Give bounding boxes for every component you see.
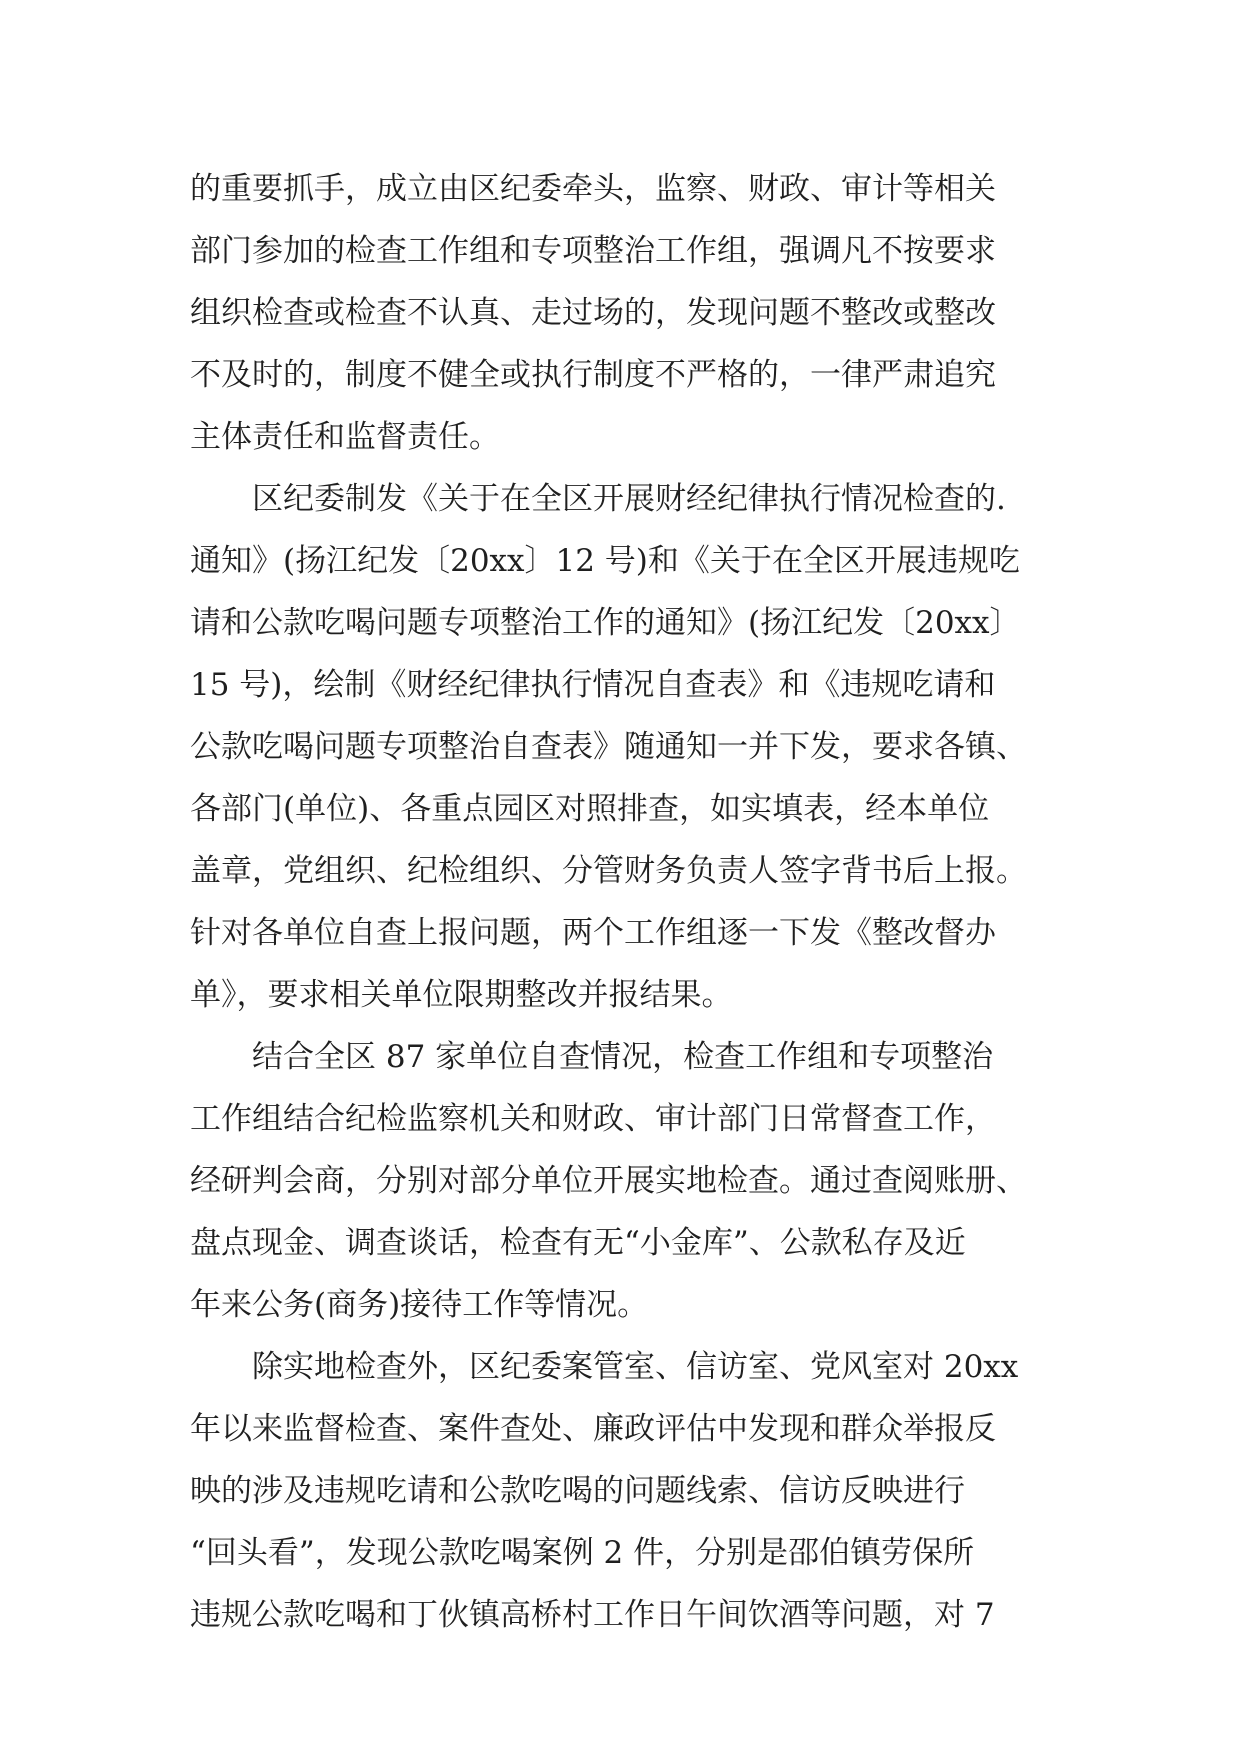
- text-line: 违规公款吃喝和丁伙镇高桥村工作日午间饮酒等问题，对 7: [190, 1597, 995, 1633]
- text-line: 盖章，党组织、纪检组织、分管财务负责人签字背书后上报。: [190, 853, 1027, 889]
- text-line: 盘点现金、调查谈话，检查有无“小金库”、公款私存及近: [190, 1225, 966, 1261]
- text-line: 组织检查或检查不认真、走过场的，发现问题不整改或整改: [190, 295, 996, 331]
- text-line: 经研判会商，分别对部分单位开展实地检查。通过查阅账册、: [190, 1163, 1027, 1199]
- text-line: 年来公务(商务)接待工作等情况。: [190, 1287, 649, 1323]
- text-line: 除实地检查外，区纪委案管室、信访室、党风室对 20xx: [190, 1349, 1019, 1385]
- text-line: 不及时的，制度不健全或执行制度不严格的，一律严肃追究: [190, 357, 996, 393]
- text-line: 部门参加的检查工作组和专项整治工作组，强调凡不按要求: [190, 233, 996, 269]
- text-line: 通知》(扬江纪发〔20xx〕12 号)和《关于在全区开展违规吃: [190, 543, 1020, 579]
- text-line: 主体责任和监督责任。: [190, 419, 500, 455]
- text-line: 年以来监督检查、案件查处、廉政评估中发现和群众举报反: [190, 1411, 996, 1447]
- text-line: 单》，要求相关单位限期整改并报结果。: [190, 977, 733, 1013]
- text-line: 请和公款吃喝问题专项整治工作的通知》(扬江纪发〔20xx〕: [190, 605, 1021, 641]
- document-body: [190, 158, 1050, 1646]
- text-line: “回头看”，发现公款吃喝案例 2 件，分别是邵伯镇劳保所: [190, 1535, 975, 1571]
- text-line: 结合全区 87 家单位自查情况，检查工作组和专项整治: [190, 1039, 994, 1075]
- text-line: 各部门(单位)、各重点园区对照排查，如实填表，经本单位: [190, 791, 990, 827]
- text-line: 区纪委制发《关于在全区开展财经纪律执行情况检查的.: [190, 481, 1006, 517]
- text-line: 公款吃喝问题专项整治自查表》随通知一并下发，要求各镇、: [190, 729, 1027, 765]
- text-line: 的重要抓手，成立由区纪委牵头，监察、财政、审计等相关: [190, 171, 996, 207]
- text-line: 针对各单位自查上报问题，两个工作组逐一下发《整改督办: [190, 915, 996, 951]
- text-line: 工作组结合纪检监察机关和财政、审计部门日常督查工作，: [190, 1101, 996, 1137]
- text-line: 映的涉及违规吃请和公款吃喝的问题线索、信访反映进行: [190, 1473, 965, 1509]
- text-line: 15 号)，绘制《财经纪律执行情况自查表》和《违规吃请和: [190, 667, 996, 703]
